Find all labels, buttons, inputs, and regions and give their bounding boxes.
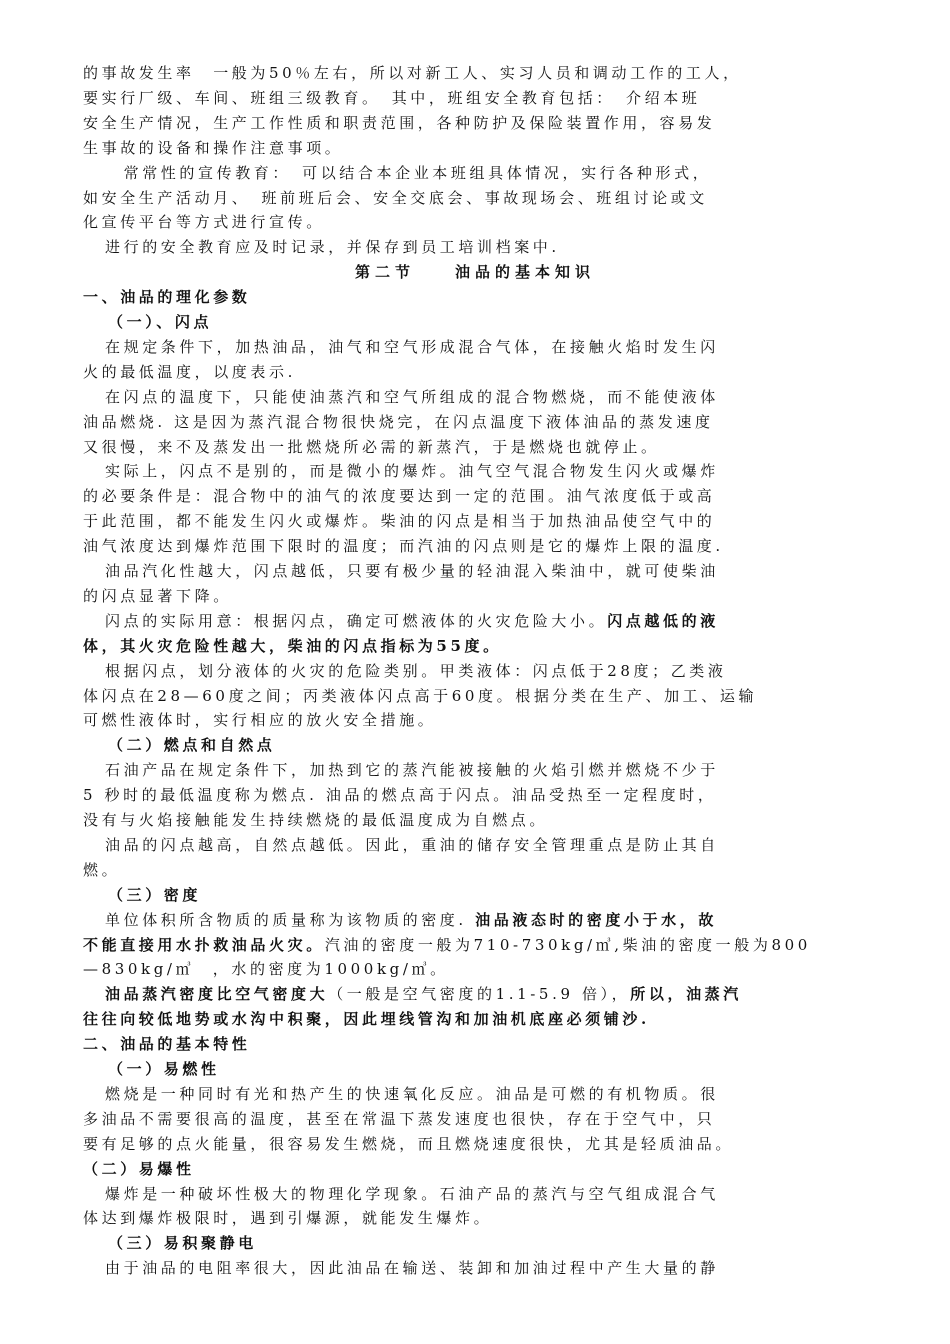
paragraph-line	[83, 1132, 893, 1156]
text: 化宣传平台等方式进行宣传。	[83, 213, 325, 232]
bold-text: 所以，油蒸汽	[630, 985, 742, 1004]
bold-text: 闪点越低的液	[607, 611, 719, 630]
text: 一、油品的理化参数	[83, 288, 251, 307]
paragraph-line	[105, 335, 893, 359]
paragraph-line	[83, 210, 893, 234]
paragraph-line	[105, 385, 893, 409]
paragraph-line	[83, 360, 893, 384]
paragraph-line	[83, 86, 893, 110]
text: 没有与火焰接触能发生持续燃烧的最低温度成为自燃点。	[83, 811, 549, 829]
text: 油气浓度达到爆炸范围下限时的温度；而汽油的闪点则是它的爆炸上限的温度.	[83, 537, 724, 556]
text: 常常性的宣传教育： 可以结合本企业本班组具体情况，实行各种形式，	[105, 163, 712, 182]
bold-text: 油品液态时的密度小于水，故	[475, 910, 717, 929]
paragraph-line	[83, 584, 893, 608]
paragraph-line	[83, 534, 893, 558]
text: 多油品不需要很高的温度，甚至在常温下蒸发速度也很快，存在于空气中，只	[83, 1109, 716, 1128]
paragraph-line	[105, 1256, 893, 1280]
text: —830kg/㎥ ，水的密度为1000kg/㎥。	[83, 960, 449, 979]
text: 于此范围，都不能发生闪火或爆炸。柴油的闪点是相当于加热油品使空气中的	[83, 512, 716, 531]
text: 又很慢，来不及蒸发出一批燃烧所必需的新蒸汽，于是燃烧也就停止。	[83, 437, 660, 456]
subsection-heading	[108, 733, 893, 757]
text: 由于油品的电阻率很大，因此油品在输送、装卸和加油过程中产生大量的静	[105, 1259, 719, 1278]
paragraph-line	[83, 111, 893, 135]
section-heading	[83, 1032, 893, 1056]
paragraph-line	[83, 708, 893, 732]
text: （二）燃点和自然点	[108, 736, 276, 755]
text: 二、油品的基本特性	[83, 1035, 251, 1054]
paragraph-line	[105, 1082, 893, 1106]
text: 汽油的密度一般为710-730kg/㎥,柴油的密度一般为800	[324, 935, 811, 954]
text: 实际上，闪点不是别的，而是微小的爆炸。油气空气混合物发生闪火或爆炸	[105, 462, 719, 481]
text: 第二节 油品的基本知识	[354, 263, 595, 282]
paragraph-line	[105, 833, 893, 857]
text: 在规定条件下，加热油品，油气和空气形成混合气体，在接触火焰时发生闪	[105, 337, 719, 356]
section-heading	[83, 1157, 893, 1181]
text: 要有足够的点火能量，很容易发生燃烧，而且燃烧速度很快，尤其是轻质油品。	[83, 1134, 735, 1153]
text: 单位体积所含物质的质量称为该物质的密度.	[105, 910, 476, 929]
text: 可燃性液体时，实行相应的放火安全措施。	[83, 711, 437, 730]
text: 油品汽化性越大，闪点越低，只要有极少量的轻油混入柴油中，就可使柴油	[105, 562, 719, 580]
paragraph-line	[105, 559, 893, 583]
paragraph-line	[105, 982, 893, 1006]
subsection-heading	[108, 1057, 893, 1081]
text: 根据闪点，划分液体的火灾的危险类别。甲类液体：闪点低于28度；乙类液	[105, 661, 727, 680]
paragraph-line	[105, 609, 893, 633]
text: （三）密度	[108, 885, 202, 904]
text: 生事故的设备和操作注意事项。	[83, 138, 344, 157]
text: 燃。	[83, 860, 121, 879]
paragraph-line	[83, 1107, 893, 1131]
paragraph-line	[83, 435, 893, 459]
paragraph-line	[83, 858, 893, 882]
text: 火的最低温度，以度表示.	[83, 362, 296, 381]
paragraph-line	[83, 61, 893, 85]
text: 体达到爆炸极限时，遇到引爆源，就能发生爆炸。	[83, 1209, 493, 1228]
text: 油品燃烧. 这是因为蒸汽混合物很快烧完，在闪点温度下液体油品的蒸发速度	[83, 412, 714, 431]
paragraph-line	[105, 459, 893, 483]
chapter-title	[0, 260, 950, 284]
paragraph-line	[83, 1206, 893, 1230]
paragraph-line	[83, 509, 893, 533]
paragraph-line	[83, 783, 893, 807]
paragraph-line	[105, 659, 893, 683]
paragraph-line	[83, 484, 893, 508]
paragraph-line	[105, 235, 893, 259]
subsection-heading	[108, 883, 893, 907]
text: 安全生产情况，生产工作性质和职责范围，各种防护及保险装置作用，容易发	[83, 113, 716, 132]
subsection-heading	[108, 310, 893, 334]
text: 爆炸是一种破坏性极大的物理化学现象。石油产品的蒸汽与空气组成混合气	[105, 1184, 719, 1203]
paragraph-line	[83, 808, 893, 832]
paragraph-line	[83, 957, 893, 981]
paragraph-line	[105, 1182, 893, 1206]
paragraph-line	[83, 410, 893, 434]
text: 体闪点在28—60度之间；丙类液体闪点高于60度。根据分类在生产、加工、运输	[83, 686, 758, 705]
text: 的事故发生率 一般为50％左右，所以对新工人、实习人员和调动工作的工人，	[83, 64, 742, 82]
text: 要实行厂级、车间、班组三级教育。 其中，班组安全教育包括： 介绍本班	[83, 88, 701, 107]
text: 的闪点显著下降。	[83, 586, 232, 605]
bold-text: 不能直接用水扑救油品火灾。	[83, 935, 325, 954]
text: 进行的安全教育应及时记录，并保存到员工培训档案中.	[105, 238, 560, 257]
text: （一般是空气密度的1.1-5.9 倍），	[328, 985, 631, 1004]
text: （三）易积聚静电	[108, 1234, 257, 1253]
text: 5 秒时的最低温度称为燃点. 油品的燃点高于闪点。油品受热至一定程度时，	[83, 786, 717, 805]
section-heading	[83, 285, 893, 309]
text: 如安全生产活动月、 班前班后会、安全交底会、事故现场会、班组讨论或文	[83, 188, 708, 207]
text: 闪点的实际用意：根据闪点，确定可燃液体的火灾危险大小。	[105, 611, 608, 630]
paragraph-line	[105, 908, 893, 932]
text: （二）易爆性	[83, 1159, 195, 1178]
paragraph-line	[105, 161, 893, 185]
text: 石油产品在规定条件下，加热到它的蒸汽能被接触的火焰引燃并燃烧不少于	[105, 761, 719, 780]
bold-text: 油品蒸汽密度比空气密度大	[105, 985, 329, 1004]
text: 燃烧是一种同时有光和热产生的快速氧化反应。油品是可燃的有机物质。很	[105, 1084, 719, 1103]
subsection-heading	[108, 1231, 893, 1255]
text: （一）、闪点	[108, 313, 213, 331]
paragraph-line	[83, 933, 893, 957]
paragraph-line	[105, 758, 893, 782]
bold-text: 往往向较低地势或水沟中积聚，因此埋线管沟和加油机底座必须铺沙.	[83, 1010, 650, 1029]
paragraph-line	[83, 634, 893, 658]
paragraph-line	[83, 1007, 893, 1031]
text: 在闪点的温度下，只能使油蒸汽和空气所组成的混合物燃烧，而不能使液体	[105, 387, 719, 406]
text: （一）易燃性	[108, 1060, 220, 1078]
paragraph-line	[83, 684, 893, 708]
paragraph-line	[83, 186, 893, 210]
text: 的必要条件是：混合物中的油气的浓度要达到一定的范围。油气浓度低于或高	[83, 487, 716, 506]
bold-text: 体，其火灾危险性越大，柴油的闪点指标为55度。	[83, 636, 502, 655]
paragraph-line	[83, 136, 893, 160]
text: 油品的闪点越高，自然点越低。因此，重油的储存安全管理重点是防止其自	[105, 835, 719, 854]
